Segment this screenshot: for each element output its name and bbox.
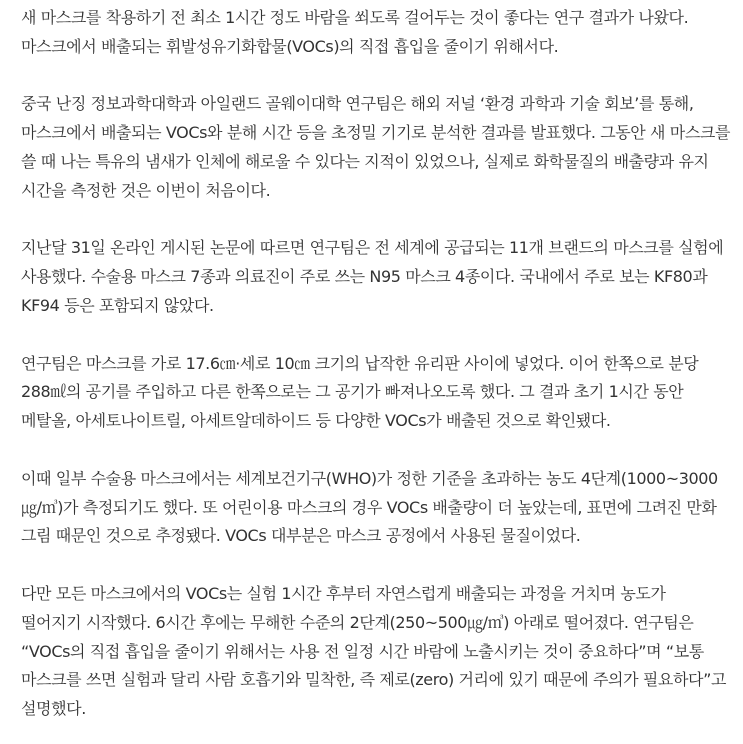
article-paragraph-6: 다만 모든 마스크에서의 VOCs는 실험 1시간 후부터 자연스럽게 배출되는 과정을 거치며 농도가 떨어지기 시작했다. 6시간 후에는 무해한 수준의 2단계(250~500㎍/㎥) 아래로 떨어졌다. 연구팀은 “VOCs의 직접 흡입을 줄이기 위해서는 사용 전 일정 시간 바람에 노출시키는 것이 중요하다”며 “보통 마스크를 쓰면 실험과 달리 사람 호흡기와 밀착한, 즉 제로(zero) 거리에 있기 때문에 주의가 필요하다”고 설명했다.: [21, 583, 727, 719]
article-paragraph-1: 새 마스크를 착용하기 전 최소 1시간 정도 바람을 쐬도록 걸어두는 것이 좋다는 연구 결과가 나왔다. 마스크에서 배출되는 휘발성유기화합물(VOCs)의 직접 흡입을 줄이기 위해서다.: [21, 8, 689, 56]
article-paragraph-2: 중국 난징 정보과학대학과 아일랜드 골웨이대학 연구팀은 해외 저널 ‘환경 과학과 기술 회보’를 통해, 마스크에서 배출되는 VOCs와 분해 시간 등을 초정밀 기기로 분석한 결과를 발표했다. 그동안 새 마스크를 쓸 때 나는 특유의 냄새가 인체에 해로울 수 있다는 지적이 있었으나, 실제로 화학물질의 배출량과 유지 시간을 측정한 것은 이번이 처음이다.: [21, 94, 731, 200]
article-paragraph-3: 지난달 31일 온라인 게시된 논문에 따르면 연구팀은 전 세계에 공급되는 11개 브랜드의 마스크를 실험에 사용했다. 수술용 마스크 7종과 의료진이 주로 쓰는 N95 마스크 4종이다. 국내에서 주로 보는 KF80과 KF94 등은 포함되지 않았다.: [21, 238, 724, 315]
article-paragraph-4: 연구팀은 마스크를 가로 17.6㎝·세로 10㎝ 크기의 납작한 유리판 사이에 넣었다. 이어 한쪽으로 분당 288㎖의 공기를 주입하고 다른 한쪽으로는 그 공기가 빠져나오도록 했다. 그 결과 초기 1시간 동안 메탈올, 아세토나이트릴, 아세트알데하이드 등 다양한 VOCs가 배출된 것으로 확인됐다.: [21, 353, 699, 431]
article-paragraph-5: 이때 일부 수술용 마스크에서는 세계보건기구(WHO)가 정한 기준을 초과하는 농도 4단계(1000~3000㎍/㎥)가 측정되기도 했다. 또 어린이용 마스크의 경우 VOCs 배출량이 더 높았는데, 표면에 그려진 만화 그림 때문인 것으로 추정됐다. VOCs 대부분은 마스크 공정에서 사용된 물질이었다.: [21, 468, 718, 546]
